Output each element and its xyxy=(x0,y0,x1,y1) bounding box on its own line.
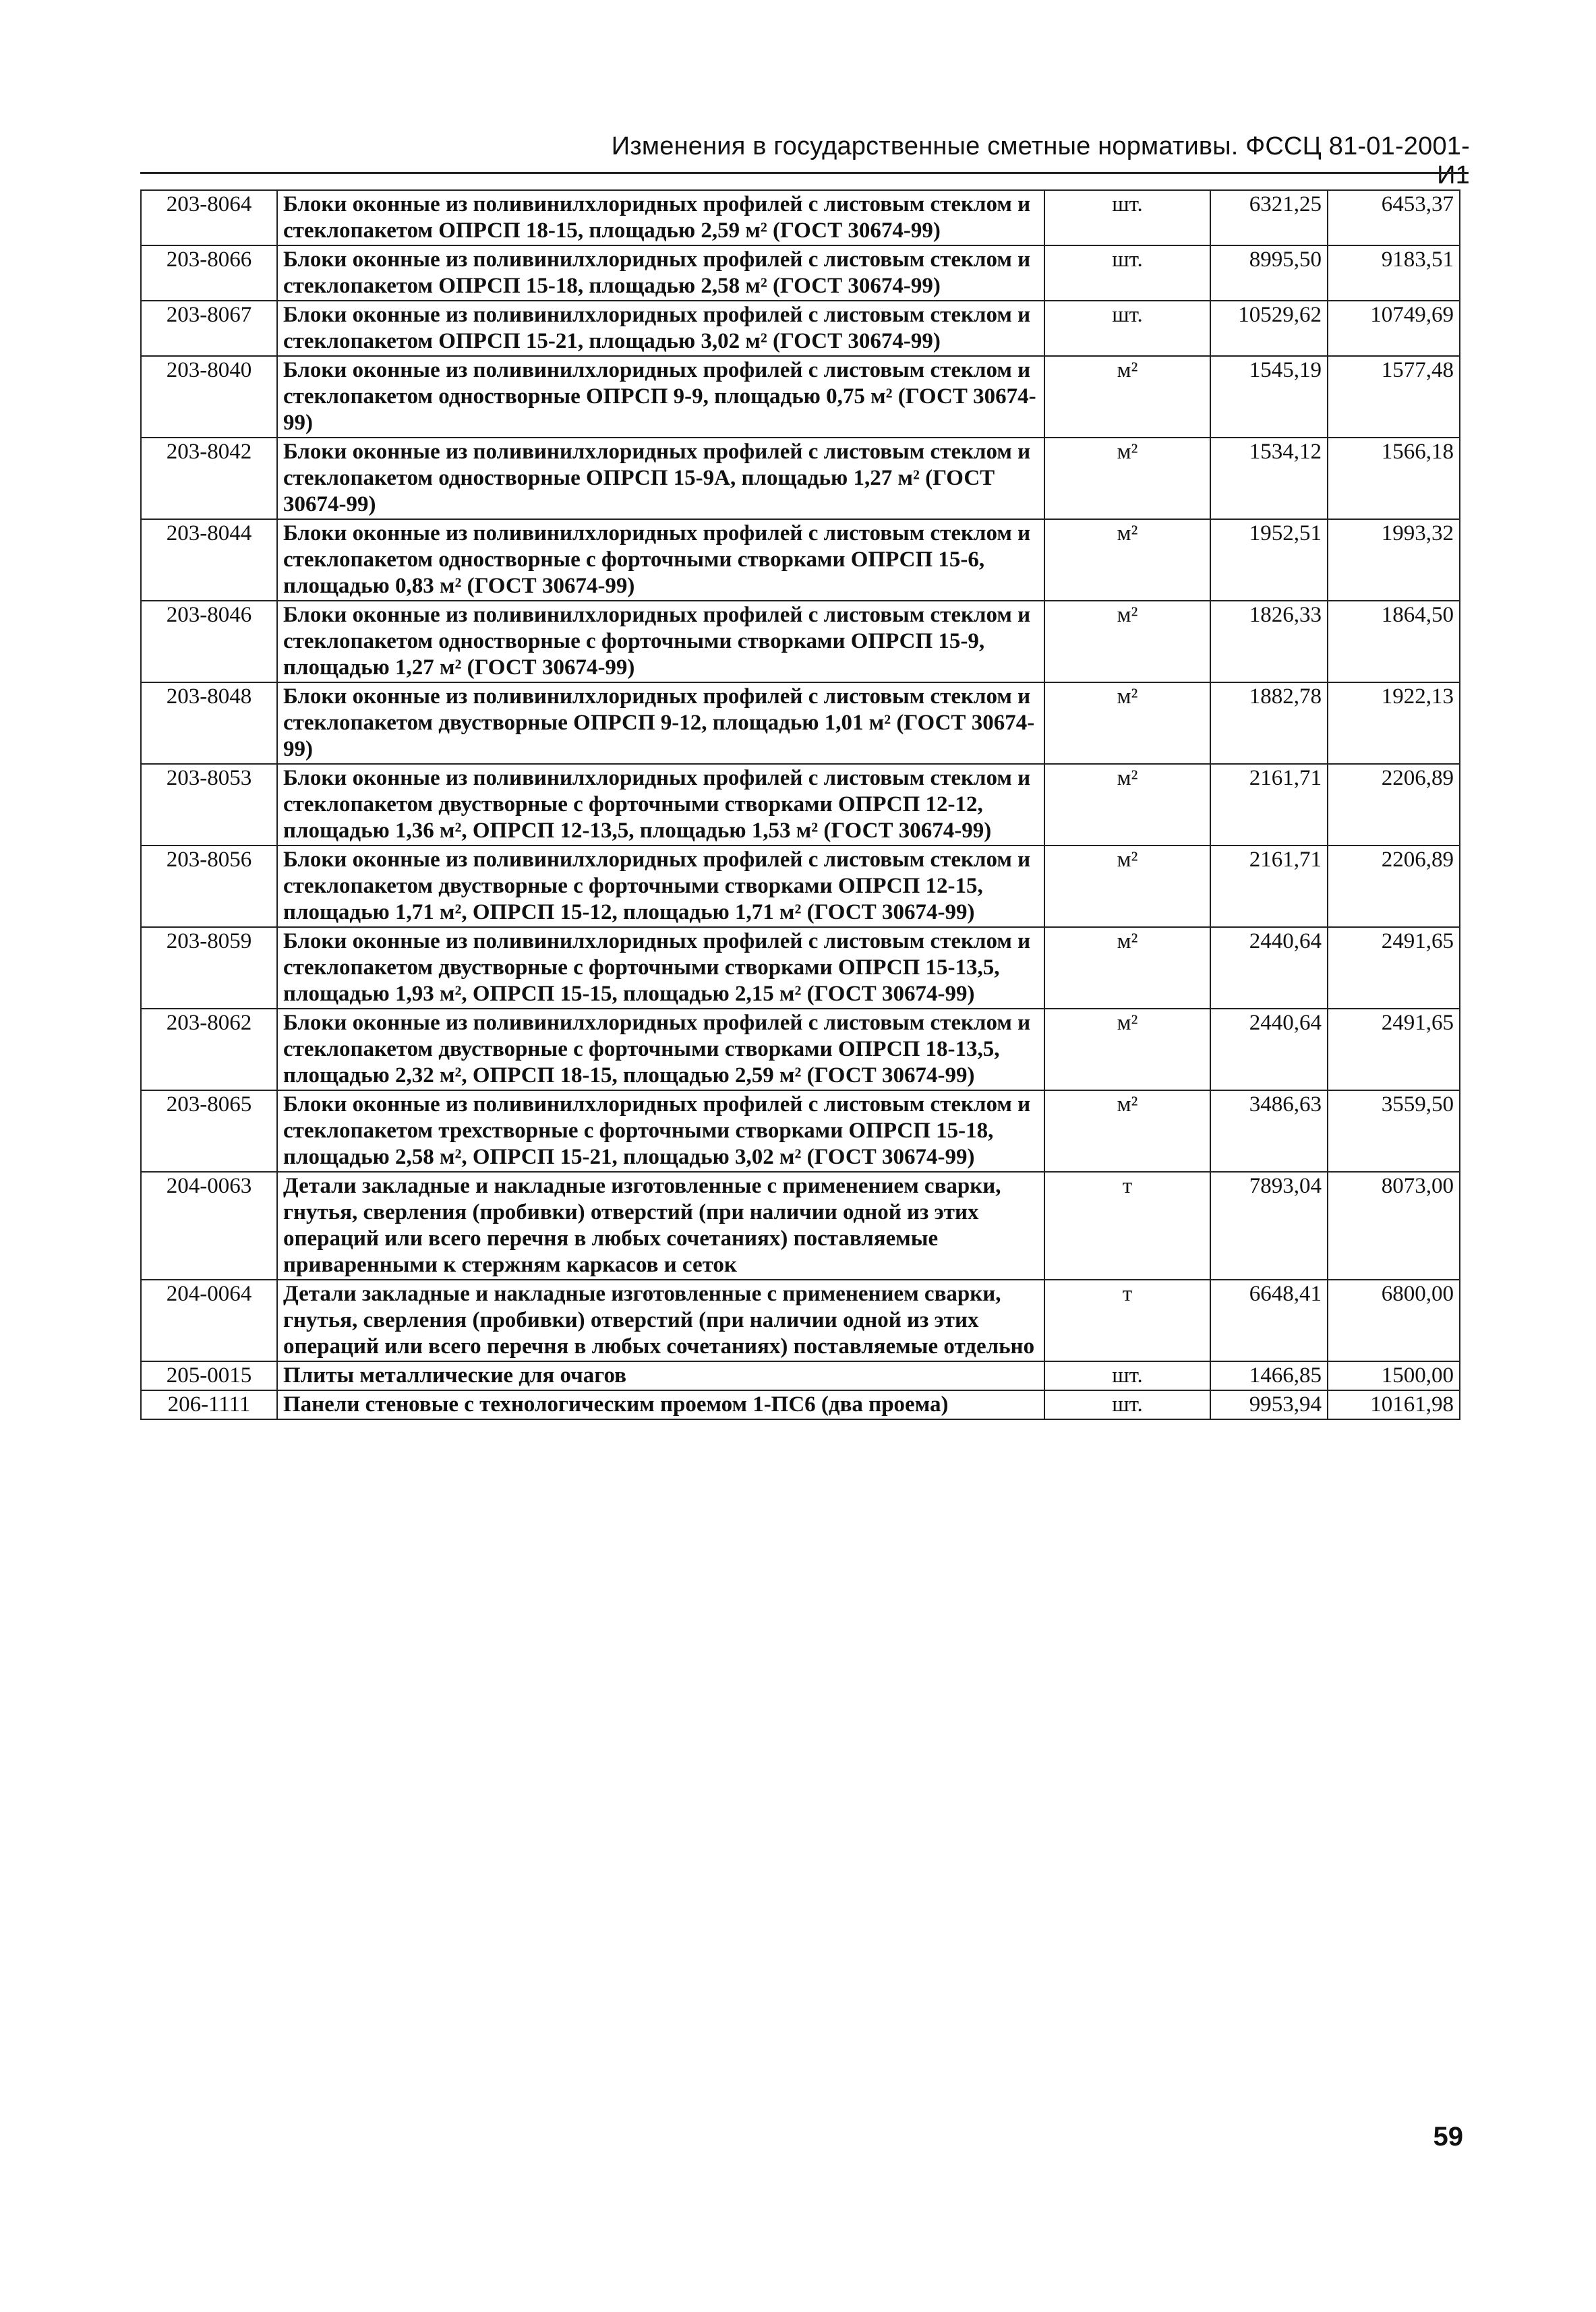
table-row xyxy=(141,1361,1460,1390)
item-price-2: 1922,13 xyxy=(1328,682,1460,764)
item-price-2: 2206,89 xyxy=(1328,764,1460,846)
item-price-2: 6800,00 xyxy=(1328,1280,1460,1361)
item-code: 203-8053 xyxy=(141,764,277,846)
item-name: Блоки оконные из поливинилхлоридных профилей с листовым стеклом и стеклопакетом двустворные с форточными створками ОПРСП 12-15, площадью 1,71 м², ОПРСП 15-12, площадью 1,71 м² (ГОСТ 30674-99) xyxy=(277,846,1044,927)
item-name: Блоки оконные из поливинилхлоридных профилей с листовым стеклом и стеклопакетом трехстворные с форточными створками ОПРСП 15-18, площадью 2,58 м², ОПРСП 15-21, площадью 3,02 м² (ГОСТ 30674-99) xyxy=(277,1090,1044,1172)
item-price-2: 3559,50 xyxy=(1328,1090,1460,1172)
item-name: Блоки оконные из поливинилхлоридных профилей с листовым стеклом и стеклопакетом двустворные с форточными створками ОПРСП 15-13,5, площадью 1,93 м², ОПРСП 15-15, площадью 2,15 м² (ГОСТ 30674-99) xyxy=(277,927,1044,1009)
item-price-1: 2161,71 xyxy=(1210,846,1328,927)
item-price-1: 10529,62 xyxy=(1210,301,1328,356)
item-code: 203-8046 xyxy=(141,601,277,682)
item-name: Блоки оконные из поливинилхлоридных профилей с листовым стеклом и стеклопакетом ОПРСП 15-18, площадью 2,58 м² (ГОСТ 30674-99) xyxy=(277,245,1044,301)
page-number: 59 xyxy=(1433,2122,1463,2152)
item-price-2: 6453,37 xyxy=(1328,190,1460,245)
item-name: Блоки оконные из поливинилхлоридных профилей с листовым стеклом и стеклопакетом ОПРСП 15-21, площадью 3,02 м² (ГОСТ 30674-99) xyxy=(277,301,1044,356)
table-row xyxy=(141,601,1460,682)
item-name: Блоки оконные из поливинилхлоридных профилей с листовым стеклом и стеклопакетом двустворные с форточными створками ОПРСП 12-12, площадью 1,36 м², ОПРСП 12-13,5, площадью 1,53 м² (ГОСТ 30674-99) xyxy=(277,764,1044,846)
item-price-2: 2491,65 xyxy=(1328,927,1460,1009)
item-name: Блоки оконные из поливинилхлоридных профилей с листовым стеклом и стеклопакетом одностворные ОПРСП 15-9А, площадью 1,27 м² (ГОСТ 30674-99) xyxy=(277,438,1044,519)
item-price-1: 7893,04 xyxy=(1210,1172,1328,1280)
item-code: 203-8056 xyxy=(141,846,277,927)
item-code: 204-0064 xyxy=(141,1280,277,1361)
price-table xyxy=(140,189,1460,1420)
item-name: Блоки оконные из поливинилхлоридных профилей с листовым стеклом и стеклопакетом двустворные ОПРСП 9-12, площадью 1,01 м² (ГОСТ 30674-99) xyxy=(277,682,1044,764)
item-code: 203-8066 xyxy=(141,245,277,301)
table-row xyxy=(141,1172,1460,1280)
item-price-2: 10161,98 xyxy=(1328,1390,1460,1419)
item-code: 205-0015 xyxy=(141,1361,277,1390)
item-price-1: 6648,41 xyxy=(1210,1280,1328,1361)
item-unit: шт. xyxy=(1044,190,1210,245)
item-price-2: 1993,32 xyxy=(1328,519,1460,601)
table-row xyxy=(141,190,1460,245)
item-price-2: 2206,89 xyxy=(1328,846,1460,927)
item-price-1: 2440,64 xyxy=(1210,927,1328,1009)
item-name: Панели стеновые с технологическим проемом 1-ПС6 (два проема) xyxy=(277,1390,1044,1419)
item-name: Блоки оконные из поливинилхлоридных профилей с листовым стеклом и стеклопакетом двустворные с форточными створками ОПРСП 18-13,5, площадью 2,32 м², ОПРСП 18-15, площадью 2,59 м² (ГОСТ 30674-99) xyxy=(277,1009,1044,1090)
table-row xyxy=(141,927,1460,1009)
item-price-2: 8073,00 xyxy=(1328,1172,1460,1280)
item-unit: м² xyxy=(1044,764,1210,846)
item-price-1: 6321,25 xyxy=(1210,190,1328,245)
item-price-1: 9953,94 xyxy=(1210,1390,1328,1419)
item-unit: шт. xyxy=(1044,1361,1210,1390)
item-unit: м² xyxy=(1044,1009,1210,1090)
item-unit: шт. xyxy=(1044,301,1210,356)
item-code: 203-8065 xyxy=(141,1090,277,1172)
item-code: 204-0063 xyxy=(141,1172,277,1280)
table-row xyxy=(141,1090,1460,1172)
table-row xyxy=(141,301,1460,356)
item-price-1: 1952,51 xyxy=(1210,519,1328,601)
item-price-2: 1577,48 xyxy=(1328,356,1460,438)
item-code: 206-1111 xyxy=(141,1390,277,1419)
item-name: Блоки оконные из поливинилхлоридных профилей с листовым стеклом и стеклопакетом ОПРСП 18-15, площадью 2,59 м² (ГОСТ 30674-99) xyxy=(277,190,1044,245)
item-name: Блоки оконные из поливинилхлоридных профилей с листовым стеклом и стеклопакетом одностворные ОПРСП 9-9, площадью 0,75 м² (ГОСТ 30674-99) xyxy=(277,356,1044,438)
item-price-1: 1826,33 xyxy=(1210,601,1328,682)
item-unit: шт. xyxy=(1044,1390,1210,1419)
item-price-2: 1566,18 xyxy=(1328,438,1460,519)
item-unit: т xyxy=(1044,1280,1210,1361)
item-price-1: 1466,85 xyxy=(1210,1361,1328,1390)
item-price-1: 8995,50 xyxy=(1210,245,1328,301)
item-code: 203-8059 xyxy=(141,927,277,1009)
item-price-1: 2161,71 xyxy=(1210,764,1328,846)
item-unit: шт. xyxy=(1044,245,1210,301)
item-unit: м² xyxy=(1044,438,1210,519)
table-row xyxy=(141,1009,1460,1090)
item-price-2: 9183,51 xyxy=(1328,245,1460,301)
item-price-2: 1500,00 xyxy=(1328,1361,1460,1390)
item-code: 203-8064 xyxy=(141,190,277,245)
item-price-2: 10749,69 xyxy=(1328,301,1460,356)
table-row xyxy=(141,846,1460,927)
item-code: 203-8062 xyxy=(141,1009,277,1090)
item-price-1: 1882,78 xyxy=(1210,682,1328,764)
table-row xyxy=(141,682,1460,764)
item-code: 203-8044 xyxy=(141,519,277,601)
item-code: 203-8040 xyxy=(141,356,277,438)
item-name: Блоки оконные из поливинилхлоридных профилей с листовым стеклом и стеклопакетом одностворные с форточными створками ОПРСП 15-6, площадью 0,83 м² (ГОСТ 30674-99) xyxy=(277,519,1044,601)
item-unit: м² xyxy=(1044,682,1210,764)
item-price-2: 1864,50 xyxy=(1328,601,1460,682)
item-name: Детали закладные и накладные изготовленные с применением сварки, гнутья, сверления (пробивки) отверстий (при наличии одной из этих операций или всего перечня в любых сочетаниях) поставляемые приваренными к стержням каркасов и сеток xyxy=(277,1172,1044,1280)
item-price-1: 3486,63 xyxy=(1210,1090,1328,1172)
item-price-1: 1534,12 xyxy=(1210,438,1328,519)
table-row xyxy=(141,519,1460,601)
item-price-2: 2491,65 xyxy=(1328,1009,1460,1090)
item-unit: м² xyxy=(1044,846,1210,927)
item-code: 203-8042 xyxy=(141,438,277,519)
item-unit: т xyxy=(1044,1172,1210,1280)
item-price-1: 2440,64 xyxy=(1210,1009,1328,1090)
item-code: 203-8067 xyxy=(141,301,277,356)
page-header-title: Изменения в государственные сметные нормативы. ФССЦ 81-01-2001-И1 xyxy=(611,132,1470,189)
table-row xyxy=(141,245,1460,301)
table-row xyxy=(141,764,1460,846)
item-unit: м² xyxy=(1044,1090,1210,1172)
item-code: 203-8048 xyxy=(141,682,277,764)
table-row xyxy=(141,438,1460,519)
table-row xyxy=(141,356,1460,438)
header-rule xyxy=(140,172,1469,174)
table-row xyxy=(141,1280,1460,1361)
price-table-body xyxy=(141,190,1460,1419)
item-unit: м² xyxy=(1044,927,1210,1009)
table-row xyxy=(141,1390,1460,1419)
item-unit: м² xyxy=(1044,356,1210,438)
item-price-1: 1545,19 xyxy=(1210,356,1328,438)
item-name: Плиты металлические для очагов xyxy=(277,1361,1044,1390)
item-unit: м² xyxy=(1044,519,1210,601)
item-name: Детали закладные и накладные изготовленные с применением сварки, гнутья, сверления (пробивки) отверстий (при наличии одной из этих операций или всего перечня в любых сочетаниях) поставляемые отдельно xyxy=(277,1280,1044,1361)
item-unit: м² xyxy=(1044,601,1210,682)
item-name: Блоки оконные из поливинилхлоридных профилей с листовым стеклом и стеклопакетом одностворные с форточными створками ОПРСП 15-9, площадью 1,27 м² (ГОСТ 30674-99) xyxy=(277,601,1044,682)
